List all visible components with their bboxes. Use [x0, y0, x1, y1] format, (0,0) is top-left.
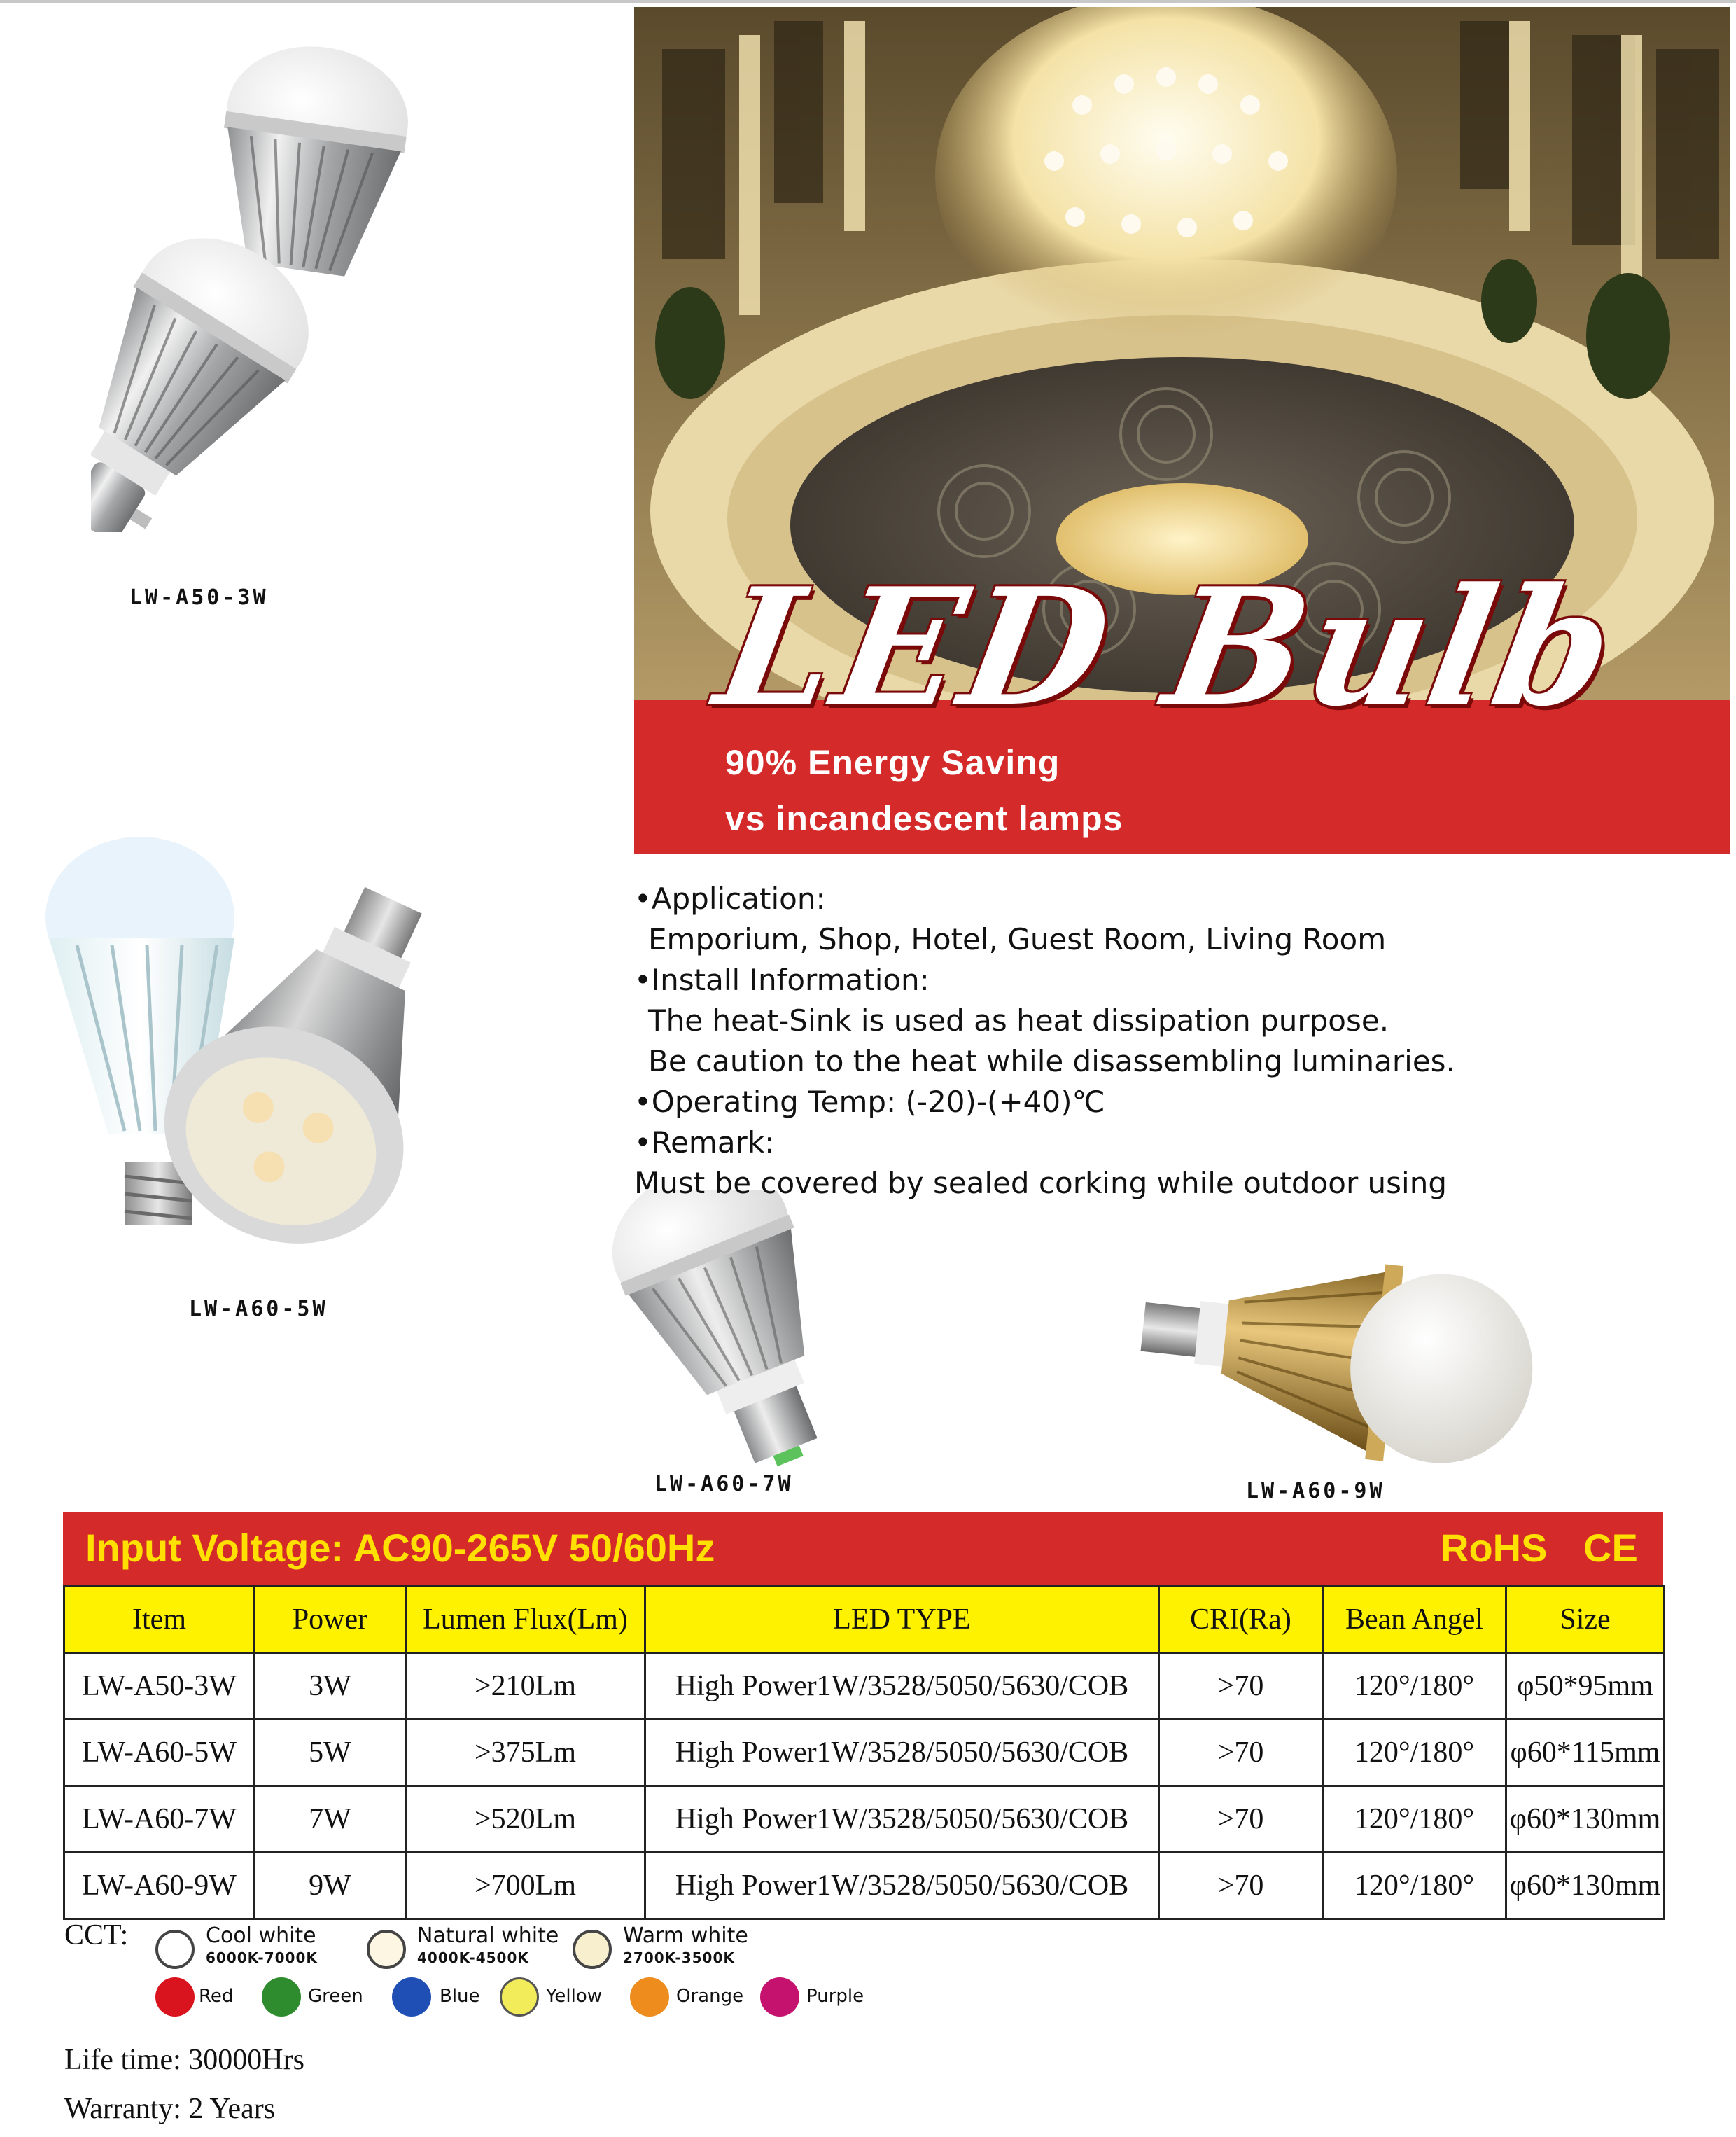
- swatch-yellow: [500, 1977, 539, 2017]
- swatch-orange: [630, 1977, 669, 2017]
- color-label-blue: Blue: [440, 1986, 480, 2007]
- cell-power: 3W: [255, 1653, 406, 1720]
- color-label-green: Green: [308, 1986, 363, 2007]
- table-row: [64, 1853, 1665, 1919]
- model-caption-a60-7w: LW-A60-7W: [654, 1472, 794, 1496]
- model-caption-a60-5w: LW-A60-5W: [189, 1297, 328, 1321]
- operating-temp: •Operating Temp: (-20)-(+40)℃: [634, 1085, 1105, 1119]
- color-label-orange: Orange: [676, 1986, 744, 2007]
- install-text-2: Be caution to the heat while disassembling luminaries.: [648, 1044, 1455, 1078]
- bulb-photo-a50-3w: [91, 28, 511, 532]
- cell-size: φ50*95mm: [1506, 1653, 1665, 1720]
- hero-banner: [634, 7, 1730, 854]
- swatch-warm-white: [573, 1930, 612, 1969]
- swatch-green: [262, 1977, 301, 2017]
- swatch-range-natural-white: 4000K-4500K: [417, 1949, 529, 1966]
- hero-title: LED Bulb: [705, 553, 1631, 742]
- ce-mark: CE: [1583, 1526, 1638, 1570]
- spec-header-bar: [63, 1512, 1663, 1585]
- bulb-photo-a60-5w: [42, 833, 546, 1253]
- remark-label: •Remark:: [634, 1125, 775, 1160]
- header-item: Item: [64, 1587, 255, 1653]
- header-beam-angle: Bean Angel: [1323, 1587, 1506, 1653]
- swatch-label-cool-white: Cool white: [206, 1923, 316, 1948]
- model-caption-a50-3w: LW-A50-3W: [130, 585, 269, 610]
- cell-cri: >70: [1159, 1786, 1323, 1853]
- table-row: [64, 1720, 1665, 1786]
- header-size: Size: [1506, 1587, 1665, 1653]
- cell-beam-angle: 120°/180°: [1323, 1653, 1506, 1720]
- table-row: [64, 1786, 1665, 1853]
- install-label: •Install Information:: [634, 963, 930, 997]
- header-cri: CRI(Ra): [1159, 1587, 1323, 1653]
- color-label-red: Red: [199, 1986, 234, 2007]
- bulb-photo-a60-7w: [567, 1190, 931, 1470]
- cell-power: 9W: [255, 1853, 406, 1919]
- cell-cri: >70: [1159, 1853, 1323, 1919]
- input-voltage: Input Voltage: AC90-265V 50/60Hz: [85, 1526, 715, 1570]
- cct-label: CCT:: [64, 1919, 129, 1951]
- cell-lumen: >375Lm: [406, 1720, 645, 1786]
- cell-item: LW-A60-7W: [64, 1786, 255, 1853]
- cell-size: φ60*130mm: [1506, 1853, 1665, 1919]
- cell-beam-angle: 120°/180°: [1323, 1786, 1506, 1853]
- product-info: [634, 879, 1726, 1204]
- color-label-purple: Purple: [806, 1986, 864, 2007]
- cell-lumen: >210Lm: [406, 1653, 645, 1720]
- swatch-cool-white: [155, 1930, 195, 1969]
- cell-item: LW-A60-5W: [64, 1720, 255, 1786]
- cell-power: 5W: [255, 1720, 406, 1786]
- remark-text: Must be covered by sealed corking while outdoor using: [634, 1166, 1448, 1200]
- swatch-red: [155, 1977, 195, 2017]
- header-led-type: LED TYPE: [645, 1587, 1159, 1653]
- rohs-mark: RoHS: [1441, 1526, 1548, 1570]
- cell-led-type: High Power1W/3528/5050/5630/COB: [645, 1720, 1159, 1786]
- warranty: Warranty: 2 Years: [64, 2093, 276, 2125]
- bulb-photo-a60-9w: [1134, 1246, 1554, 1470]
- cell-led-type: High Power1W/3528/5050/5630/COB: [645, 1786, 1159, 1853]
- swatch-range-warm-white: 2700K-3500K: [623, 1949, 735, 1966]
- application-text: Emporium, Shop, Hotel, Guest Room, Living Room: [648, 922, 1387, 956]
- hero-subtitle-1: 90% Energy Saving: [725, 743, 1060, 782]
- header-lumen: Lumen Flux(Lm): [406, 1587, 645, 1653]
- cell-cri: >70: [1159, 1720, 1323, 1786]
- swatch-purple: [760, 1977, 799, 2017]
- table-row: [64, 1653, 1665, 1720]
- cell-lumen: >520Lm: [406, 1786, 645, 1853]
- cell-item: LW-A60-9W: [64, 1853, 255, 1919]
- hero-subtitle-2: vs incandescent lamps: [725, 799, 1124, 838]
- color-label-yellow: Yellow: [546, 1986, 603, 2007]
- header-power: Power: [255, 1587, 406, 1653]
- cell-beam-angle: 120°/180°: [1323, 1853, 1506, 1919]
- spec-table-section: [63, 1512, 1663, 1920]
- cell-power: 7W: [255, 1786, 406, 1853]
- spec-table: [63, 1585, 1665, 1920]
- cell-size: φ60*130mm: [1506, 1786, 1665, 1853]
- cell-led-type: High Power1W/3528/5050/5630/COB: [645, 1653, 1159, 1720]
- cell-led-type: High Power1W/3528/5050/5630/COB: [645, 1853, 1159, 1919]
- swatch-range-cool-white: 6000K-7000K: [206, 1949, 318, 1966]
- swatch-label-warm-white: Warm white: [623, 1923, 748, 1948]
- swatch-label-natural-white: Natural white: [417, 1923, 559, 1948]
- cell-size: φ60*115mm: [1506, 1720, 1665, 1786]
- install-text-1: The heat-Sink is used as heat dissipation purpose.: [648, 1003, 1390, 1038]
- swatch-natural-white: [367, 1930, 406, 1969]
- spec-header-row: [64, 1587, 1665, 1653]
- model-caption-a60-9w: LW-A60-9W: [1246, 1479, 1385, 1503]
- cell-beam-angle: 120°/180°: [1323, 1720, 1506, 1786]
- top-border: [0, 0, 1736, 3]
- cell-cri: >70: [1159, 1653, 1323, 1720]
- cell-lumen: >700Lm: [406, 1853, 645, 1919]
- swatch-blue: [392, 1977, 431, 2017]
- cell-item: LW-A50-3W: [64, 1653, 255, 1720]
- application-label: •Application:: [634, 882, 826, 916]
- life-time: Life time: 30000Hrs: [64, 2044, 304, 2076]
